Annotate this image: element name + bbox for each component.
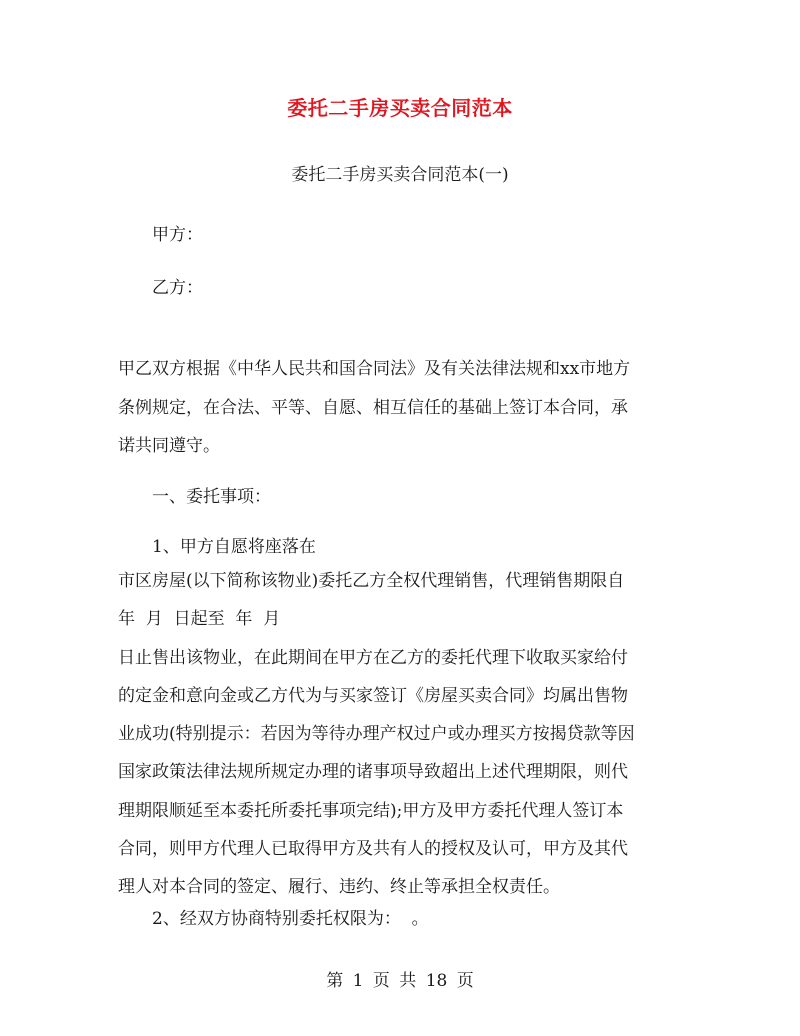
intro-line: 条例规定，在合法、平等、自愿、相互信任的基础上签订本合同，承	[118, 397, 628, 418]
clause-1-line: 市区房屋(以下简称该物业)委托乙方全权代理销售，代理销售期限自	[118, 571, 625, 591]
document-title: 委托二手房买卖合同范本	[287, 96, 513, 120]
clause-2-line: 2、经双方协商特别委托权限为： 。	[152, 909, 429, 929]
clause-1-line: 理人对本合同的签定、履行、违约、终止等承担全权责任。	[118, 877, 560, 898]
clause-1-paragraph	[118, 562, 684, 907]
clause-1-line: 年 月 日起至 年 月	[118, 609, 281, 630]
intro-line: 甲乙双方根据《中华人民共和国合同法》及有关法律法规和xx市地方	[118, 359, 631, 379]
clause-1-line: 国家政策法律法规所规定办理的诸事项导致超出上述代理期限，则代	[118, 762, 628, 783]
clause-1-line: 的定金和意向金或乙方代为与买家签订《房屋买卖合同》均属出售物	[118, 685, 628, 706]
document-subtitle: 委托二手房买卖合同范本(一)	[291, 165, 509, 185]
party-b-label: 乙方：	[152, 278, 203, 298]
section-1-heading: 一、委托事项：	[152, 487, 271, 507]
clause-1-first-line: 1、甲方自愿将座落在	[152, 537, 316, 557]
page-indicator: 第 1 页 共 18 页	[326, 971, 474, 991]
clause-1-line: 日止售出该物业，在此期间在甲方在乙方的委托代理下收取买家给付	[118, 647, 628, 668]
intro-paragraph	[118, 350, 684, 466]
party-a-label: 甲方：	[152, 225, 203, 245]
clause-1-line: 业成功(特别提示：若因为等待办理产权过户或办理买方按揭贷款等因	[118, 724, 635, 745]
intro-line: 诺共同遵守。	[118, 436, 220, 456]
clause-1-line: 合同，则甲方代理人已取得甲方及共有人的授权及认可，甲方及其代	[118, 839, 628, 860]
clause-1-line: 理期限顺延至本委托所委托事项完结);甲方及甲方委托代理人签订本	[118, 800, 624, 821]
